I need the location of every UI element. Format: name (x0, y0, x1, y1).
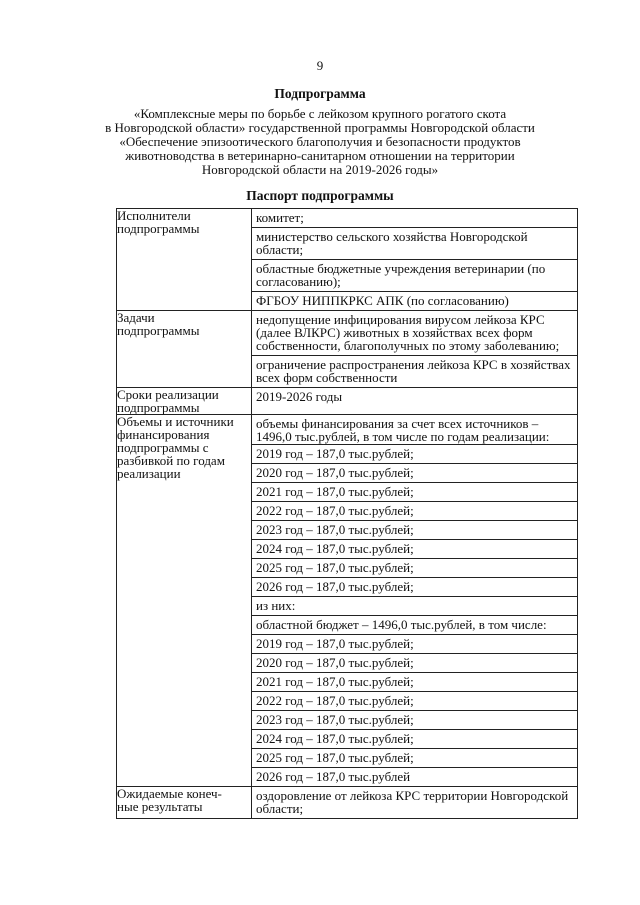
content-item: недопущение инфицирования вирусом лейкоза КРС (далее ВЛКРС) животных в хозяйствах всех форм собственности, благополучных по этому заболеванию; (252, 311, 577, 356)
label-line: подпрограммы (117, 221, 200, 236)
content-item: 2024 год – 187,0 тыс.рублей; (252, 730, 577, 749)
subtitle-line: «Комплексные меры по борьбе с лейкозом крупного рогатого скота (133, 106, 507, 121)
table-row (117, 209, 578, 311)
row-label (117, 787, 252, 819)
label-line: финансирования (117, 427, 210, 442)
label-line: Задачи (117, 310, 155, 325)
label-line: реализации (117, 466, 181, 481)
content-item: оздоровление от лейкоза КРС территории Новгородской области; (256, 788, 569, 816)
label-line: Объемы и источники (117, 414, 234, 429)
content-item: 2024 год – 187,0 тыс.рублей; (252, 540, 577, 559)
label-line: подпрограммы (117, 323, 200, 338)
content-item: областной бюджет – 1496,0 тыс.рублей, в том числе: (252, 616, 577, 635)
content-item: 2026 год – 187,0 тыс.рублей (256, 769, 411, 784)
subprogram-subtitle (100, 107, 540, 177)
label-line: подпрограммы с (117, 440, 209, 455)
label-line: разбивкой по годам (117, 453, 225, 468)
content-item: ФГБОУ НИППКРКС АПК (по согласованию) (256, 293, 509, 308)
content-item: 2025 год – 187,0 тыс.рублей; (252, 749, 577, 768)
page-title: Подпрограмма (274, 86, 366, 101)
content-item: 2022 год – 187,0 тыс.рублей; (252, 692, 577, 711)
row-content (252, 388, 578, 415)
row-content (252, 209, 578, 311)
table-row (117, 311, 578, 388)
subtitle-line: Новгородской области на 2019-2026 годы» (201, 162, 439, 177)
content-item: из них: (252, 597, 577, 616)
label-line: Сроки реализации (117, 387, 219, 402)
content-item: 2019 год – 187,0 тыс.рублей; (252, 635, 577, 654)
passport-title: Паспорт подпрограммы (246, 188, 394, 203)
content-item: 2019 год – 187,0 тыс.рублей; (252, 445, 577, 464)
content-item: 2026 год – 187,0 тыс.рублей; (252, 578, 577, 597)
passport-table (116, 208, 578, 819)
content-item: 2023 год – 187,0 тыс.рублей; (252, 521, 577, 540)
label-line: подпрограммы (117, 400, 200, 415)
row-label (117, 311, 252, 388)
content-item: 2021 год – 187,0 тыс.рублей; (252, 483, 577, 502)
content-item: министерство сельского хозяйства Новгородской области; (252, 228, 577, 260)
row-content (252, 415, 578, 787)
content-item: 2023 год – 187,0 тыс.рублей; (252, 711, 577, 730)
table-row (117, 787, 578, 819)
row-label (117, 415, 252, 787)
subtitle-line: в Новгородской области» государственной программы Новгородской области (105, 120, 535, 135)
subtitle-line: «Обеспечение эпизоотического благополучия и безопасности продуктов (119, 134, 521, 149)
table-row (117, 415, 578, 787)
content-item: 2025 год – 187,0 тыс.рублей; (252, 559, 577, 578)
page-number: 9 (316, 58, 324, 73)
content-item: 2020 год – 187,0 тыс.рублей; (252, 464, 577, 483)
row-content (252, 787, 578, 819)
row-label (117, 388, 252, 415)
content-item: ограничение распространения лейкоза КРС в хозяйствах всех форм собственности (256, 357, 571, 385)
content-item: объемы финансирования за счет всех источников – 1496,0 тыс.рублей, в том числе по годам реализации: (252, 415, 577, 445)
subtitle-line: животноводства в ветеринарно-санитарном отношении на территории (125, 148, 515, 163)
row-label (117, 209, 252, 311)
row-content (252, 311, 578, 388)
table-row (117, 388, 578, 415)
label-line: Ожидаемые конеч- (117, 786, 222, 801)
content-item: комитет; (252, 209, 577, 228)
content-item: 2021 год – 187,0 тыс.рублей; (252, 673, 577, 692)
content-item: 2020 год – 187,0 тыс.рублей; (252, 654, 577, 673)
content-item: областные бюджетные учреждения ветеринарии (по согласованию); (252, 260, 577, 292)
label-line: Исполнители (117, 208, 191, 223)
label-line: ные результаты (117, 799, 203, 814)
content-item: 2022 год – 187,0 тыс.рублей; (252, 502, 577, 521)
content-item: 2019-2026 годы (256, 389, 343, 404)
